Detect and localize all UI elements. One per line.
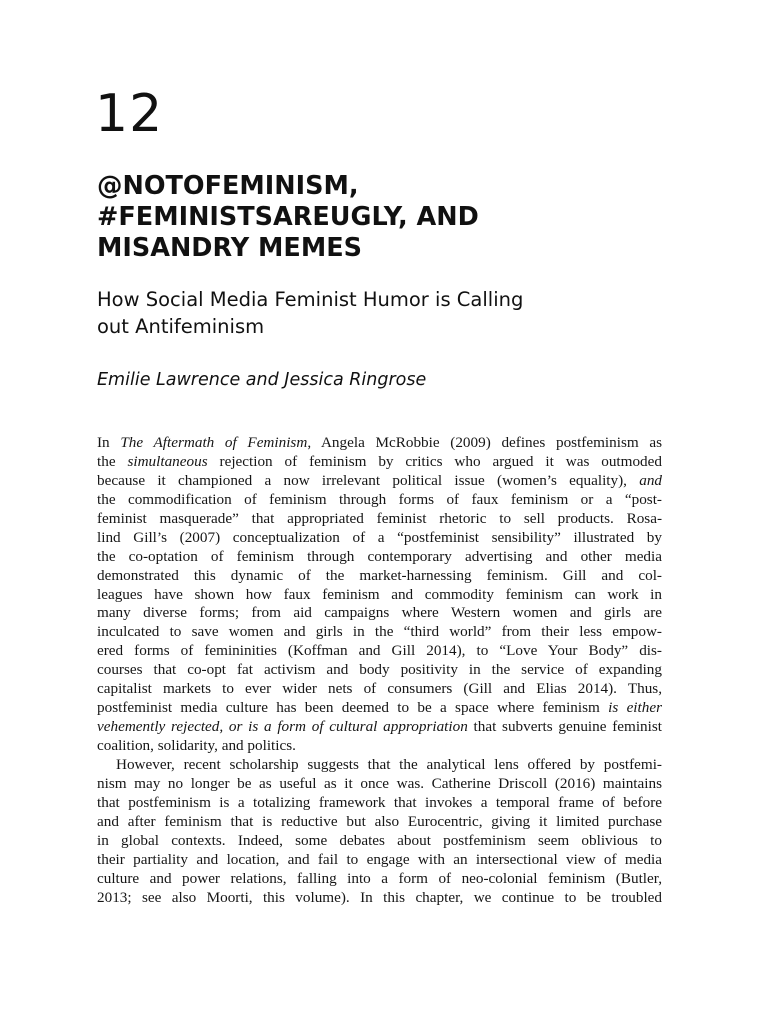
text-segment: in global contexts. Indeed, some debates about postfeminism seem oblivious to <box>97 831 662 849</box>
text-segment: ered forms of femininities (Koffman and Gill 2014), to “Love Your Body” dis- <box>97 642 662 660</box>
book-page <box>97 0 662 1024</box>
body-text-line <box>97 813 662 832</box>
body-text-line <box>97 434 662 453</box>
text-segment: many diverse forms; from aid campaigns where Western women and girls are <box>97 604 662 622</box>
chapter-authors: Emilie Lawrence and Jessica Ringrose <box>97 370 427 390</box>
body-text-line <box>97 775 662 794</box>
text-segment: because it championed a now irrelevant political issue (women’s equality), <box>97 471 640 489</box>
text-segment: , Angela McRobbie (2009) defines postfeminism as <box>307 434 662 451</box>
text-segment: and after feminism that is reductive but also Eurocentric, giving it limited purchase <box>97 812 662 830</box>
text-segment: demonstrated this dynamic of the market-harnessing feminism. Gill and col- <box>97 566 662 584</box>
body-text-line <box>97 699 662 718</box>
text-segment: 2013; see also Moorti, this volume). In this chapter, we continue to be troubled <box>97 888 662 906</box>
text-segment: feminist masquerade” that appropriated feminist rhetoric to sell products. Rosa- <box>97 509 662 527</box>
italic-text-segment: and <box>639 471 662 489</box>
text-segment: that postfeminism is a totalizing framework that invokes a temporal frame of before <box>97 793 662 811</box>
chapter-title-line: @NOTOFEMINISM, <box>97 171 359 201</box>
body-text-line <box>97 491 662 510</box>
text-segment: their partiality and location, and fail to engage with an intersectional view of media <box>97 850 662 868</box>
text-segment: inculcated to save women and girls in the “third world” from their less empow- <box>97 623 662 641</box>
text-segment: rejection of feminism by critics who argued it was outmoded <box>207 452 662 470</box>
body-text-line <box>97 737 662 756</box>
chapter-title-line: #FEMINISTSAREUGLY, AND <box>97 202 479 232</box>
body-text-line <box>97 567 662 586</box>
body-text-line <box>97 870 662 889</box>
text-segment: capitalist markets to ever wider nets of consumers (Gill and Elias 2014). Thus, <box>97 680 662 698</box>
chapter-subtitle-line: out Antifeminism <box>97 315 265 338</box>
text-segment: coalition, solidarity, and politics. <box>97 737 296 754</box>
body-text-line <box>97 453 662 472</box>
body-text-line <box>97 756 662 775</box>
text-segment: culture and power relations, falling into a form of neo-colonial feminism (Butler, <box>97 869 662 887</box>
italic-text-segment: is either <box>608 699 662 717</box>
text-segment: the commodification of feminism through forms of faux feminism or a “post- <box>97 490 662 508</box>
body-text-line <box>97 718 662 737</box>
body-text-line <box>97 623 662 642</box>
body-text <box>97 434 662 907</box>
body-text-line <box>97 832 662 851</box>
body-text-line <box>97 889 662 908</box>
body-text-line <box>97 510 662 529</box>
text-segment: that subverts genuine feminist <box>467 718 662 736</box>
text-segment: In <box>97 434 121 451</box>
italic-text-segment: simultaneous <box>127 452 208 470</box>
chapter-title <box>97 171 662 264</box>
text-segment: the co-optation of feminism through contemporary advertising and other media <box>97 547 662 565</box>
text-segment: the <box>97 452 128 470</box>
body-text-line <box>97 472 662 491</box>
body-text-line <box>97 604 662 623</box>
body-text-line <box>97 794 662 813</box>
body-text-line <box>97 642 662 661</box>
italic-text-segment: The Aftermath of Feminism <box>120 434 308 451</box>
chapter-title-line: MISANDRY MEMES <box>97 233 363 263</box>
chapter-subtitle-line: How Social Media Feminist Humor is Calling <box>97 288 524 311</box>
body-text-line <box>97 586 662 605</box>
body-text-line <box>97 680 662 699</box>
text-segment: lind Gill’s (2007) conceptualization of a “postfeminist sensibility” illustrated by <box>97 528 662 546</box>
body-text-line <box>97 529 662 548</box>
chapter-number: 12 <box>95 84 164 144</box>
body-text-line <box>97 548 662 567</box>
italic-text-segment: vehemently rejected, or is a form of cultural appropriation <box>97 718 468 736</box>
text-segment: postfeminist media culture has been deemed to be a space where feminism <box>97 699 609 717</box>
text-segment: courses that co-opt fat activism and body positivity in the service of expanding <box>97 661 662 679</box>
body-text-line <box>97 851 662 870</box>
chapter-subtitle <box>97 286 662 340</box>
text-segment: leagues have shown how faux feminism and commodity feminism can work in <box>97 585 662 603</box>
text-segment: nism may no longer be as useful as it once was. Catherine Driscoll (2016) maintains <box>97 774 662 792</box>
body-text-line <box>97 661 662 680</box>
text-segment: However, recent scholarship suggests that the analytical lens offered by postfemi- <box>116 755 662 773</box>
